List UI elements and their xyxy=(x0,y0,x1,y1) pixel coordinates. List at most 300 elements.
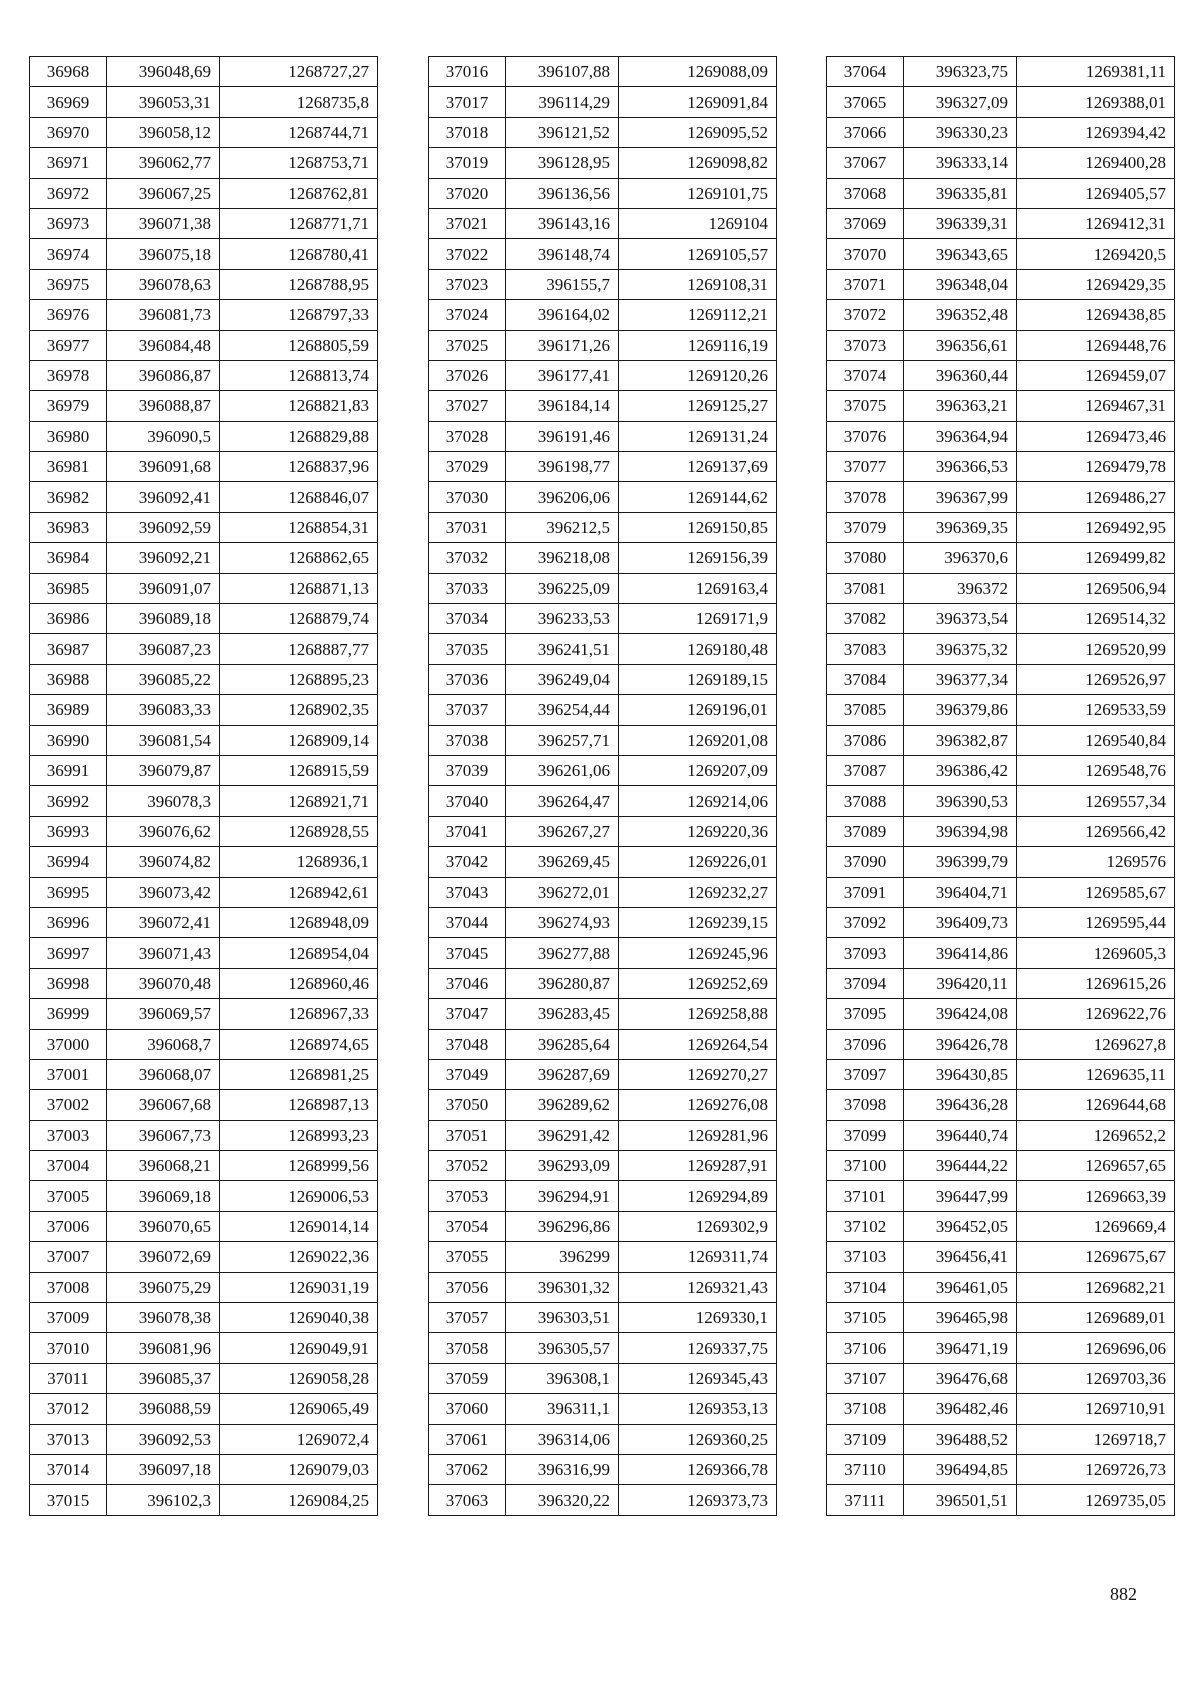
point-id-cell: 37035 xyxy=(429,634,506,664)
table-row xyxy=(30,57,378,87)
table-row xyxy=(30,1363,378,1393)
table-row xyxy=(30,1181,378,1211)
x-coordinate-cell: 396257,71 xyxy=(506,725,619,755)
y-coordinate-cell: 1269337,75 xyxy=(619,1333,777,1363)
y-coordinate-cell: 1269031,19 xyxy=(220,1272,378,1302)
point-id-cell: 37101 xyxy=(827,1181,904,1211)
y-coordinate-cell: 1269520,99 xyxy=(1017,634,1175,664)
y-coordinate-cell: 1269696,06 xyxy=(1017,1333,1175,1363)
point-id-cell: 37068 xyxy=(827,178,904,208)
y-coordinate-cell: 1268780,41 xyxy=(220,239,378,269)
table-row xyxy=(827,482,1175,512)
table-row xyxy=(429,938,777,968)
table-row xyxy=(429,1029,777,1059)
table-row xyxy=(30,755,378,785)
point-id-cell: 37053 xyxy=(429,1181,506,1211)
y-coordinate-cell: 1269232,27 xyxy=(619,877,777,907)
table-row xyxy=(30,239,378,269)
y-coordinate-cell: 1269533,59 xyxy=(1017,695,1175,725)
y-coordinate-cell: 1269270,27 xyxy=(619,1059,777,1089)
y-coordinate-cell: 1269150,85 xyxy=(619,512,777,542)
y-coordinate-cell: 1269615,26 xyxy=(1017,968,1175,998)
x-coordinate-cell: 396316,99 xyxy=(506,1454,619,1484)
table-row xyxy=(827,1454,1175,1484)
x-coordinate-cell: 396375,32 xyxy=(904,634,1017,664)
x-coordinate-cell: 396476,68 xyxy=(904,1363,1017,1393)
table-row xyxy=(429,360,777,390)
x-coordinate-cell: 396233,53 xyxy=(506,604,619,634)
x-coordinate-cell: 396404,71 xyxy=(904,877,1017,907)
x-coordinate-cell: 396092,53 xyxy=(107,1424,220,1454)
point-id-cell: 37093 xyxy=(827,938,904,968)
y-coordinate-cell: 1268854,31 xyxy=(220,512,378,542)
x-coordinate-cell: 396070,65 xyxy=(107,1211,220,1241)
point-id-cell: 37030 xyxy=(429,482,506,512)
y-coordinate-cell: 1268837,96 xyxy=(220,452,378,482)
point-id-cell: 37094 xyxy=(827,968,904,998)
table-row xyxy=(827,938,1175,968)
table-row xyxy=(30,1090,378,1120)
x-coordinate-cell: 396420,11 xyxy=(904,968,1017,998)
point-id-cell: 37076 xyxy=(827,421,904,451)
table-row xyxy=(429,1454,777,1484)
y-coordinate-cell: 1269065,49 xyxy=(220,1394,378,1424)
table-row xyxy=(827,1211,1175,1241)
x-coordinate-cell: 396283,45 xyxy=(506,999,619,1029)
point-id-cell: 37087 xyxy=(827,755,904,785)
y-coordinate-cell: 1269726,73 xyxy=(1017,1454,1175,1484)
x-coordinate-cell: 396482,46 xyxy=(904,1394,1017,1424)
y-coordinate-cell: 1269345,43 xyxy=(619,1363,777,1393)
point-id-cell: 37051 xyxy=(429,1120,506,1150)
table-row xyxy=(429,543,777,573)
y-coordinate-cell: 1269095,52 xyxy=(619,117,777,147)
y-coordinate-cell: 1268788,95 xyxy=(220,269,378,299)
x-coordinate-cell: 396367,99 xyxy=(904,482,1017,512)
table-row xyxy=(30,816,378,846)
table-row xyxy=(30,1454,378,1484)
point-id-cell: 37039 xyxy=(429,755,506,785)
table-row xyxy=(429,604,777,634)
point-id-cell: 37007 xyxy=(30,1242,107,1272)
table-row xyxy=(827,1333,1175,1363)
y-coordinate-cell: 1269576 xyxy=(1017,847,1175,877)
point-id-cell: 37009 xyxy=(30,1303,107,1333)
point-id-cell: 37049 xyxy=(429,1059,506,1089)
table-row xyxy=(30,330,378,360)
y-coordinate-cell: 1269101,75 xyxy=(619,178,777,208)
table-row xyxy=(429,1272,777,1302)
x-coordinate-cell: 396452,05 xyxy=(904,1211,1017,1241)
y-coordinate-cell: 1268821,83 xyxy=(220,391,378,421)
x-coordinate-cell: 396363,21 xyxy=(904,391,1017,421)
y-coordinate-cell: 1268762,81 xyxy=(220,178,378,208)
table-row xyxy=(30,1485,378,1515)
x-coordinate-cell: 396370,6 xyxy=(904,543,1017,573)
y-coordinate-cell: 1269566,42 xyxy=(1017,816,1175,846)
y-coordinate-cell: 1269540,84 xyxy=(1017,725,1175,755)
y-coordinate-cell: 1269006,53 xyxy=(220,1181,378,1211)
x-coordinate-cell: 396072,69 xyxy=(107,1242,220,1272)
x-coordinate-cell: 396267,27 xyxy=(506,816,619,846)
table-row xyxy=(827,999,1175,1029)
table-row xyxy=(429,573,777,603)
x-coordinate-cell: 396249,04 xyxy=(506,664,619,694)
x-coordinate-cell: 396212,5 xyxy=(506,512,619,542)
x-coordinate-cell: 396087,23 xyxy=(107,634,220,664)
y-coordinate-cell: 1269585,67 xyxy=(1017,877,1175,907)
point-id-cell: 36999 xyxy=(30,999,107,1029)
y-coordinate-cell: 1269557,34 xyxy=(1017,786,1175,816)
y-coordinate-cell: 1269098,82 xyxy=(619,148,777,178)
table-row xyxy=(30,1394,378,1424)
point-id-cell: 37015 xyxy=(30,1485,107,1515)
point-id-cell: 37070 xyxy=(827,239,904,269)
x-coordinate-cell: 396264,47 xyxy=(506,786,619,816)
x-coordinate-cell: 396191,46 xyxy=(506,421,619,451)
y-coordinate-cell: 1269088,09 xyxy=(619,57,777,87)
x-coordinate-cell: 396076,62 xyxy=(107,816,220,846)
table-row xyxy=(30,786,378,816)
point-id-cell: 37032 xyxy=(429,543,506,573)
y-coordinate-cell: 1269394,42 xyxy=(1017,117,1175,147)
point-id-cell: 37014 xyxy=(30,1454,107,1484)
table-row xyxy=(429,786,777,816)
table-row xyxy=(30,148,378,178)
x-coordinate-cell: 396394,98 xyxy=(904,816,1017,846)
x-coordinate-cell: 396430,85 xyxy=(904,1059,1017,1089)
y-coordinate-cell: 1269448,76 xyxy=(1017,330,1175,360)
y-coordinate-cell: 1269499,82 xyxy=(1017,543,1175,573)
y-coordinate-cell: 1269506,94 xyxy=(1017,573,1175,603)
table-row xyxy=(827,452,1175,482)
point-id-cell: 37069 xyxy=(827,208,904,238)
table-row xyxy=(827,269,1175,299)
x-coordinate-cell: 396369,35 xyxy=(904,512,1017,542)
x-coordinate-cell: 396067,25 xyxy=(107,178,220,208)
x-coordinate-cell: 396314,06 xyxy=(506,1424,619,1454)
point-id-cell: 37010 xyxy=(30,1333,107,1363)
x-coordinate-cell: 396447,99 xyxy=(904,1181,1017,1211)
page-number: 882 xyxy=(1110,1584,1137,1604)
x-coordinate-cell: 396269,45 xyxy=(506,847,619,877)
x-coordinate-cell: 396254,44 xyxy=(506,695,619,725)
table-row xyxy=(827,1151,1175,1181)
x-coordinate-cell: 396128,95 xyxy=(506,148,619,178)
x-coordinate-cell: 396088,59 xyxy=(107,1394,220,1424)
table-row xyxy=(429,1424,777,1454)
x-coordinate-cell: 396085,37 xyxy=(107,1363,220,1393)
table-row xyxy=(429,1211,777,1241)
table-row xyxy=(30,968,378,998)
y-coordinate-cell: 1269405,57 xyxy=(1017,178,1175,208)
y-coordinate-cell: 1268948,09 xyxy=(220,907,378,937)
table-row xyxy=(827,1242,1175,1272)
point-id-cell: 37002 xyxy=(30,1090,107,1120)
x-coordinate-cell: 396078,38 xyxy=(107,1303,220,1333)
y-coordinate-cell: 1268999,56 xyxy=(220,1151,378,1181)
y-coordinate-cell: 1268974,65 xyxy=(220,1029,378,1059)
point-id-cell: 37026 xyxy=(429,360,506,390)
point-id-cell: 37106 xyxy=(827,1333,904,1363)
x-coordinate-cell: 396287,69 xyxy=(506,1059,619,1089)
x-coordinate-cell: 396330,23 xyxy=(904,117,1017,147)
table-row xyxy=(30,208,378,238)
y-coordinate-cell: 1269473,46 xyxy=(1017,421,1175,451)
table-row xyxy=(429,1485,777,1515)
point-id-cell: 37080 xyxy=(827,543,904,573)
y-coordinate-cell: 1269669,4 xyxy=(1017,1211,1175,1241)
table-row xyxy=(827,755,1175,785)
point-id-cell: 37001 xyxy=(30,1059,107,1089)
table-row xyxy=(429,1090,777,1120)
table-row xyxy=(30,512,378,542)
point-id-cell: 36979 xyxy=(30,391,107,421)
x-coordinate-cell: 396323,75 xyxy=(904,57,1017,87)
x-coordinate-cell: 396339,31 xyxy=(904,208,1017,238)
point-id-cell: 37040 xyxy=(429,786,506,816)
x-coordinate-cell: 396379,86 xyxy=(904,695,1017,725)
point-id-cell: 37038 xyxy=(429,725,506,755)
table-row xyxy=(30,695,378,725)
table-row xyxy=(827,87,1175,117)
y-coordinate-cell: 1269189,15 xyxy=(619,664,777,694)
point-id-cell: 36985 xyxy=(30,573,107,603)
x-coordinate-cell: 396085,22 xyxy=(107,664,220,694)
table-row xyxy=(827,604,1175,634)
y-coordinate-cell: 1269125,27 xyxy=(619,391,777,421)
x-coordinate-cell: 396091,07 xyxy=(107,573,220,603)
y-coordinate-cell: 1269703,36 xyxy=(1017,1363,1175,1393)
table-row xyxy=(30,573,378,603)
point-id-cell: 37095 xyxy=(827,999,904,1029)
y-coordinate-cell: 1269321,43 xyxy=(619,1272,777,1302)
coordinate-table-3 xyxy=(826,56,1175,1516)
y-coordinate-cell: 1269201,08 xyxy=(619,725,777,755)
y-coordinate-cell: 1268735,8 xyxy=(220,87,378,117)
x-coordinate-cell: 396436,28 xyxy=(904,1090,1017,1120)
y-coordinate-cell: 1269131,24 xyxy=(619,421,777,451)
x-coordinate-cell: 396311,1 xyxy=(506,1394,619,1424)
x-coordinate-cell: 396072,41 xyxy=(107,907,220,937)
table-row xyxy=(30,664,378,694)
x-coordinate-cell: 396399,79 xyxy=(904,847,1017,877)
x-coordinate-cell: 396426,78 xyxy=(904,1029,1017,1059)
x-coordinate-cell: 396285,64 xyxy=(506,1029,619,1059)
table-row xyxy=(827,968,1175,998)
y-coordinate-cell: 1269091,84 xyxy=(619,87,777,117)
point-id-cell: 36969 xyxy=(30,87,107,117)
point-id-cell: 37034 xyxy=(429,604,506,634)
y-coordinate-cell: 1268846,07 xyxy=(220,482,378,512)
point-id-cell: 36984 xyxy=(30,543,107,573)
x-coordinate-cell: 396206,06 xyxy=(506,482,619,512)
table-row xyxy=(429,1333,777,1363)
y-coordinate-cell: 1269220,36 xyxy=(619,816,777,846)
y-coordinate-cell: 1269156,39 xyxy=(619,543,777,573)
x-coordinate-cell: 396088,87 xyxy=(107,391,220,421)
table-row xyxy=(429,330,777,360)
y-coordinate-cell: 1269264,54 xyxy=(619,1029,777,1059)
y-coordinate-cell: 1268862,65 xyxy=(220,543,378,573)
point-id-cell: 37018 xyxy=(429,117,506,147)
x-coordinate-cell: 396308,1 xyxy=(506,1363,619,1393)
point-id-cell: 37011 xyxy=(30,1363,107,1393)
point-id-cell: 36983 xyxy=(30,512,107,542)
x-coordinate-cell: 396272,01 xyxy=(506,877,619,907)
table-row xyxy=(30,452,378,482)
table-row xyxy=(827,360,1175,390)
point-id-cell: 36970 xyxy=(30,117,107,147)
y-coordinate-cell: 1269514,32 xyxy=(1017,604,1175,634)
x-coordinate-cell: 396079,87 xyxy=(107,755,220,785)
table-row xyxy=(30,87,378,117)
x-coordinate-cell: 396471,19 xyxy=(904,1333,1017,1363)
y-coordinate-cell: 1269072,4 xyxy=(220,1424,378,1454)
table-row xyxy=(827,178,1175,208)
point-id-cell: 37111 xyxy=(827,1485,904,1515)
table-row xyxy=(30,421,378,451)
point-id-cell: 36996 xyxy=(30,907,107,937)
table-row xyxy=(30,877,378,907)
x-coordinate-cell: 396097,18 xyxy=(107,1454,220,1484)
point-id-cell: 37043 xyxy=(429,877,506,907)
point-id-cell: 37005 xyxy=(30,1181,107,1211)
table-row xyxy=(827,664,1175,694)
x-coordinate-cell: 396058,12 xyxy=(107,117,220,147)
table-row xyxy=(429,482,777,512)
point-id-cell: 36976 xyxy=(30,300,107,330)
point-id-cell: 37003 xyxy=(30,1120,107,1150)
x-coordinate-cell: 396261,06 xyxy=(506,755,619,785)
point-id-cell: 37008 xyxy=(30,1272,107,1302)
table-row xyxy=(827,634,1175,664)
x-coordinate-cell: 396074,82 xyxy=(107,847,220,877)
y-coordinate-cell: 1269605,3 xyxy=(1017,938,1175,968)
point-id-cell: 37023 xyxy=(429,269,506,299)
point-id-cell: 37004 xyxy=(30,1151,107,1181)
x-coordinate-cell: 396143,16 xyxy=(506,208,619,238)
table-row xyxy=(30,1029,378,1059)
table-row xyxy=(429,452,777,482)
point-id-cell: 37073 xyxy=(827,330,904,360)
point-id-cell: 37046 xyxy=(429,968,506,998)
table-row xyxy=(827,1059,1175,1089)
point-id-cell: 37056 xyxy=(429,1272,506,1302)
x-coordinate-cell: 396171,26 xyxy=(506,330,619,360)
point-id-cell: 37092 xyxy=(827,907,904,937)
y-coordinate-cell: 1269492,95 xyxy=(1017,512,1175,542)
point-id-cell: 37082 xyxy=(827,604,904,634)
x-coordinate-cell: 396068,21 xyxy=(107,1151,220,1181)
point-id-cell: 36992 xyxy=(30,786,107,816)
x-coordinate-cell: 396364,94 xyxy=(904,421,1017,451)
point-id-cell: 37037 xyxy=(429,695,506,725)
point-id-cell: 37021 xyxy=(429,208,506,238)
point-id-cell: 37088 xyxy=(827,786,904,816)
point-id-cell: 36989 xyxy=(30,695,107,725)
y-coordinate-cell: 1269622,76 xyxy=(1017,999,1175,1029)
y-coordinate-cell: 1269058,28 xyxy=(220,1363,378,1393)
point-id-cell: 37077 xyxy=(827,452,904,482)
x-coordinate-cell: 396414,86 xyxy=(904,938,1017,968)
y-coordinate-cell: 1269252,69 xyxy=(619,968,777,998)
point-id-cell: 37022 xyxy=(429,239,506,269)
table-row xyxy=(30,938,378,968)
table-row xyxy=(827,695,1175,725)
y-coordinate-cell: 1268902,35 xyxy=(220,695,378,725)
x-coordinate-cell: 396068,7 xyxy=(107,1029,220,1059)
y-coordinate-cell: 1269239,15 xyxy=(619,907,777,937)
point-id-cell: 36978 xyxy=(30,360,107,390)
y-coordinate-cell: 1269105,57 xyxy=(619,239,777,269)
x-coordinate-cell: 396296,86 xyxy=(506,1211,619,1241)
point-id-cell: 37036 xyxy=(429,664,506,694)
y-coordinate-cell: 1268813,74 xyxy=(220,360,378,390)
point-id-cell: 37054 xyxy=(429,1211,506,1241)
point-id-cell: 37104 xyxy=(827,1272,904,1302)
x-coordinate-cell: 396071,38 xyxy=(107,208,220,238)
x-coordinate-cell: 396177,41 xyxy=(506,360,619,390)
table-row xyxy=(429,695,777,725)
x-coordinate-cell: 396081,54 xyxy=(107,725,220,755)
table-row xyxy=(429,57,777,87)
table-row xyxy=(429,1363,777,1393)
point-id-cell: 37091 xyxy=(827,877,904,907)
y-coordinate-cell: 1269429,35 xyxy=(1017,269,1175,299)
table-row xyxy=(827,1424,1175,1454)
point-id-cell: 37074 xyxy=(827,360,904,390)
y-coordinate-cell: 1269258,88 xyxy=(619,999,777,1029)
point-id-cell: 36973 xyxy=(30,208,107,238)
y-coordinate-cell: 1269682,21 xyxy=(1017,1272,1175,1302)
y-coordinate-cell: 1269675,67 xyxy=(1017,1242,1175,1272)
x-coordinate-cell: 396084,48 xyxy=(107,330,220,360)
point-id-cell: 37089 xyxy=(827,816,904,846)
table-row xyxy=(30,907,378,937)
x-coordinate-cell: 396352,48 xyxy=(904,300,1017,330)
table-row xyxy=(30,1272,378,1302)
x-coordinate-cell: 396280,87 xyxy=(506,968,619,998)
y-coordinate-cell: 1269040,38 xyxy=(220,1303,378,1333)
y-coordinate-cell: 1269718,7 xyxy=(1017,1424,1175,1454)
table-row xyxy=(30,482,378,512)
point-id-cell: 37102 xyxy=(827,1211,904,1241)
table-row xyxy=(30,391,378,421)
point-id-cell: 37072 xyxy=(827,300,904,330)
x-coordinate-cell: 396356,61 xyxy=(904,330,1017,360)
x-coordinate-cell: 396366,53 xyxy=(904,452,1017,482)
table-row xyxy=(30,1211,378,1241)
x-coordinate-cell: 396488,52 xyxy=(904,1424,1017,1454)
table-row xyxy=(827,1485,1175,1515)
table-row xyxy=(429,239,777,269)
x-coordinate-cell: 396218,08 xyxy=(506,543,619,573)
y-coordinate-cell: 1269120,26 xyxy=(619,360,777,390)
y-coordinate-cell: 1269294,89 xyxy=(619,1181,777,1211)
point-id-cell: 37013 xyxy=(30,1424,107,1454)
point-id-cell: 36990 xyxy=(30,725,107,755)
point-id-cell: 37081 xyxy=(827,573,904,603)
y-coordinate-cell: 1269330,1 xyxy=(619,1303,777,1333)
y-coordinate-cell: 1269276,08 xyxy=(619,1090,777,1120)
coordinate-table-2 xyxy=(428,56,777,1516)
point-id-cell: 36997 xyxy=(30,938,107,968)
point-id-cell: 37097 xyxy=(827,1059,904,1089)
y-coordinate-cell: 1268954,04 xyxy=(220,938,378,968)
point-id-cell: 37057 xyxy=(429,1303,506,1333)
table-row xyxy=(429,664,777,694)
